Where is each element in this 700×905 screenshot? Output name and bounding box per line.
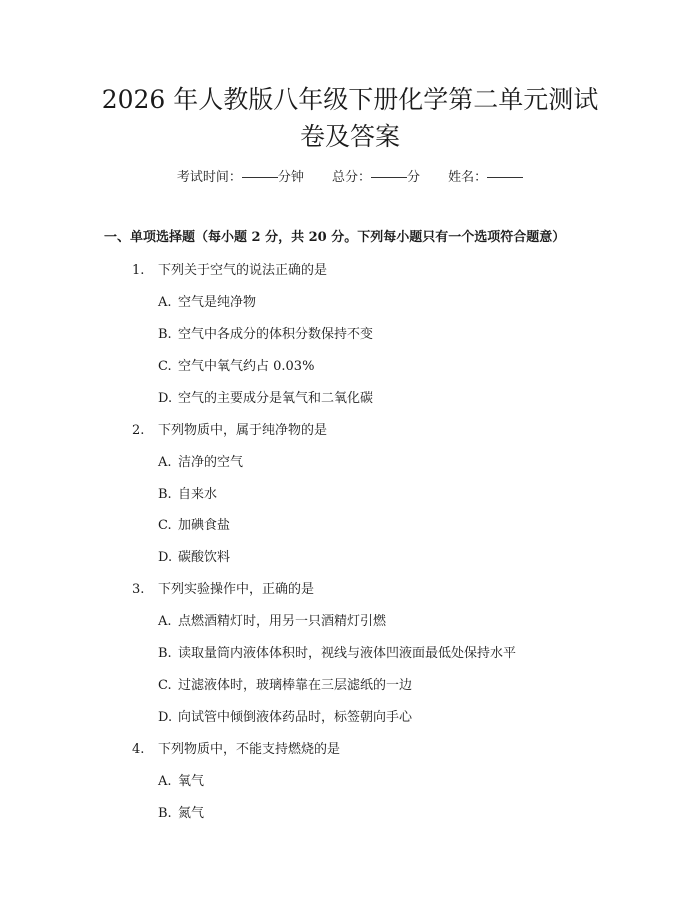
- q1-option-b: [158, 325, 373, 345]
- q3-option-c: [158, 676, 412, 696]
- option-letter: D.: [158, 550, 173, 565]
- option-text: 碳酸饮料: [178, 550, 231, 565]
- option-text: 自来水: [178, 487, 218, 502]
- option-letter: B.: [158, 327, 172, 342]
- question-4: [132, 740, 340, 760]
- option-text: 氧气: [178, 774, 205, 789]
- student-name: [448, 170, 523, 185]
- option-letter: A.: [158, 774, 172, 789]
- option-text: 氮气: [178, 806, 205, 821]
- question-1: [132, 261, 327, 281]
- option-text: 空气中各成分的体积分数保持不变: [178, 327, 374, 342]
- option-text: 向试管中倾倒液体药品时，标签朝向手心: [178, 710, 413, 725]
- option-letter: C.: [158, 678, 172, 693]
- q2-option-d: [158, 548, 230, 568]
- question-2: [132, 421, 327, 441]
- question-text: 下列物质中，不能支持燃烧的是: [158, 742, 341, 757]
- total-score-blank: [371, 177, 407, 178]
- option-text: 空气中氧气约占 0.03%: [178, 359, 315, 374]
- question-text: 下列物质中，属于纯净物的是: [158, 423, 328, 438]
- question-text: 下列实验操作中，正确的是: [158, 582, 315, 597]
- exam-title-line2: 卷及答案: [299, 122, 400, 151]
- student-name-label: 姓名：: [448, 170, 488, 185]
- question-number: 2.: [132, 423, 145, 438]
- q1-option-a: [158, 293, 256, 313]
- section-heading: 一、单项选择题（每小题 2 分，共 20 分。下列每小题只有一个选项符合题意）: [104, 230, 566, 245]
- question-number: 3.: [132, 582, 145, 597]
- option-letter: D.: [158, 391, 173, 406]
- exam-time-unit: 分钟: [277, 170, 304, 185]
- option-letter: B.: [158, 487, 172, 502]
- option-letter: A.: [158, 295, 172, 310]
- student-name-blank: [487, 177, 523, 178]
- q3-option-a: [158, 612, 386, 632]
- q4-option-b: [158, 804, 204, 824]
- exam-time-blank: [242, 177, 278, 178]
- exam-time-label: 考试时间：: [176, 170, 242, 185]
- q3-option-d: [158, 708, 412, 728]
- q2-option-b: [158, 485, 217, 505]
- exam-title-line1: 2026 年人教版八年级下册化学第二单元测试: [101, 85, 599, 114]
- option-text: 加碘食盐: [178, 518, 231, 533]
- question-number: 1.: [132, 263, 145, 278]
- option-text: 空气是纯净物: [178, 295, 257, 310]
- question-text: 下列关于空气的说法正确的是: [158, 263, 328, 278]
- option-text: 读取量筒内液体体积时，视线与液体凹液面最低处保持水平: [178, 646, 517, 661]
- exam-info-line: [0, 168, 700, 188]
- q2-option-c: [158, 516, 230, 536]
- option-text: 空气的主要成分是氧气和二氧化碳: [178, 391, 374, 406]
- q2-option-a: [158, 453, 243, 473]
- option-text: 过滤液体时，玻璃棒靠在三层滤纸的一边: [178, 678, 413, 693]
- exam-time: [177, 170, 308, 185]
- option-letter: D.: [158, 710, 173, 725]
- option-letter: B.: [158, 646, 172, 661]
- total-score-label: 总分：: [331, 170, 371, 185]
- question-number: 4.: [132, 742, 145, 757]
- question-3: [132, 580, 314, 600]
- option-text: 洁净的空气: [178, 455, 244, 470]
- option-letter: C.: [158, 359, 172, 374]
- option-letter: A.: [158, 614, 172, 629]
- q1-option-d: [158, 389, 373, 409]
- option-letter: A.: [158, 455, 172, 470]
- option-text: 点燃酒精灯时，用另一只酒精灯引燃: [178, 614, 387, 629]
- option-letter: B.: [158, 806, 172, 821]
- total-score-unit: 分: [407, 170, 421, 185]
- q4-option-a: [158, 772, 204, 792]
- option-letter: C.: [158, 518, 172, 533]
- total-score: [332, 170, 424, 185]
- q3-option-b: [158, 644, 516, 664]
- q1-option-c: [158, 357, 314, 377]
